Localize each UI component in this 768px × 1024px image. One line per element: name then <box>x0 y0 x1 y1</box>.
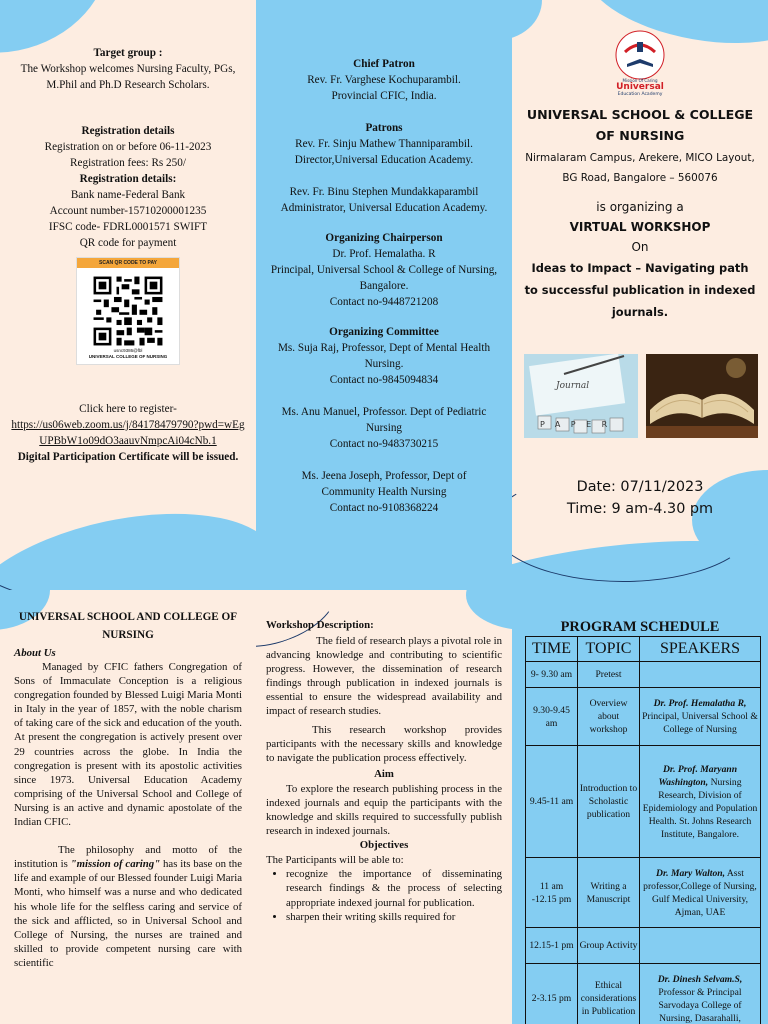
bank-name: Bank name-Federal Bank <box>70 189 186 201</box>
row-time: 9.45-11 am <box>526 746 578 858</box>
about-heading-block <box>14 608 242 644</box>
member1: Ms. Suja Raj, Professor, Dept of Mental Health Nursing. <box>277 342 491 370</box>
desc-heading: Workshop Description: <box>266 619 374 631</box>
committee-heading: Organizing Committee <box>329 326 439 338</box>
objectives-list <box>266 867 502 923</box>
table-row <box>526 662 761 688</box>
register-text: Click here to register- <box>79 403 177 415</box>
member1-contact: Contact no-9845094834 <box>329 374 439 386</box>
register-link[interactable]: https://us06web.zoom.us/j/84178479790?pwd=wEgUPBbW1o09dO3aauvNmpcAi04cNb.1 <box>11 419 245 447</box>
row-time: 9- 9.30 am <box>526 662 578 688</box>
open-book-photo <box>646 354 758 438</box>
workshop-topic: Ideas to Impact – Navigating path to successful publication in indexed journals. <box>524 261 756 319</box>
row-time: 9.30-9.45 am <box>526 688 578 746</box>
photo-keys-word: PAPER <box>540 420 618 429</box>
table-row <box>526 858 761 928</box>
member2-contact: Contact no-9483730215 <box>329 438 439 450</box>
schedule-table <box>525 636 761 1024</box>
patron2-name: Rev. Fr. Binu Stephen Mundakkaparambil <box>289 186 479 198</box>
description-body <box>266 618 502 924</box>
speaker-name: Dr. Prof. Hemalatha R, <box>653 698 747 709</box>
target-text: The Workshop welcomes Nursing Faculty, PGs, M.Phil and Ph.D Research Scholars. <box>20 63 236 91</box>
row-topic: Ethical considerations in Publication <box>578 964 640 1024</box>
speaker-detail: Nursing Research, Division of Epidemiology and Population Health. St. Johns Research Institute, Bangalore. <box>642 776 758 840</box>
about-paragraph-2 <box>14 843 242 970</box>
objectives-heading: Objectives <box>359 839 409 852</box>
objective-item: • recognize the importance of disseminating research findings & the process of selecting appropriate indexed journal for publication. <box>286 867 502 909</box>
reg-fee: Registration fees: Rs 250/ <box>70 157 186 169</box>
col-topic: TOPIC <box>578 637 640 662</box>
decor-swirl <box>0 460 191 590</box>
speaker-detail: Professor & Principal Sarvodaya College of Nursing, Dasarahalli, <box>658 986 742 1024</box>
desc-paragraph-2: This research workshop provides participants with the necessary skills and knowledge to navigate the publication process effectively. <box>266 723 502 764</box>
qr-label: QR code for payment <box>79 237 177 249</box>
table-row <box>526 688 761 746</box>
row-topic: Writing a Manuscript <box>578 858 640 928</box>
panel-schedule <box>512 590 768 1024</box>
panel-patrons <box>256 0 512 590</box>
address-line-2: BG Road, Bangalore – 560076 <box>562 172 718 184</box>
table-row <box>526 964 761 1024</box>
row-time: 2-3.15 pm <box>526 964 578 1024</box>
cover-photos <box>524 354 758 438</box>
chief-patron-role: Provincial CFIC, India. <box>331 90 437 102</box>
row-topic: Introduction to Scholastic publication <box>578 746 640 858</box>
para2-end: has its base on the life and example of our Blessed founder Luigi Maria Monti, who himself was a nurse and who dedicated his whole life for the selfless caring and service of the sick and afflicted, so in Universal School and College of Nursing, the nurses are trained and skilled to provide competent nursing care with scientific <box>14 858 242 969</box>
member3: Ms. Jeena Joseph, Professor, Dept of Community Health Nursing <box>301 470 467 498</box>
panel-description <box>256 590 512 1024</box>
panel-registration <box>0 0 256 590</box>
academy-logo <box>615 30 665 80</box>
col-time: TIME <box>526 637 578 662</box>
patron2-role: Administrator, Universal Education Academy. <box>280 202 488 214</box>
row-speaker <box>640 688 761 746</box>
on-text: On <box>631 240 649 254</box>
speaker-name: Dr. Mary Walton, <box>656 867 725 879</box>
speaker-name: Dr. Prof. Maryann Washington, <box>658 763 738 788</box>
logo-sub: Education Academy <box>617 92 663 97</box>
table-row <box>526 746 761 858</box>
desc-paragraph-1: The field of research plays a pivotal role in advancing knowledge and contributing to scientific progress. However, the dissemination of research findings through publication in indexed journals is essential to ensure the widespread availability and impact of research studies. <box>266 635 502 718</box>
row-speaker <box>640 746 761 858</box>
chair-name: Dr. Prof. Hemalatha. R <box>332 248 436 260</box>
reg-heading-2: Registration details: <box>79 173 177 185</box>
row-speaker <box>640 928 761 964</box>
chair-contact: Contact no-9448721208 <box>329 296 439 308</box>
row-time: 12.15-1 pm <box>526 928 578 964</box>
speaker-detail: Asst professor,College of Nursing, Gulf Medical University, Ajman, UAE <box>643 867 757 918</box>
reg-date: Registration on or before 06-11-2023 <box>44 141 212 153</box>
schedule-heading: PROGRAM SCHEDULE <box>560 619 720 635</box>
chair-heading: Organizing Chairperson <box>325 232 443 244</box>
logo-arc-text: Mission Of Caring <box>622 78 658 83</box>
row-speaker <box>640 964 761 1024</box>
logo-main: Universal <box>616 82 664 92</box>
logo-emblem <box>615 30 665 80</box>
row-topic: Overview about workshop <box>578 688 640 746</box>
qr-code-image[interactable] <box>91 274 165 348</box>
patron1-role: Director,Universal Education Academy. <box>294 154 474 166</box>
patron1-name: Rev. Fr. Sinju Mathew Thanniparambil. <box>295 138 473 150</box>
account-number: Account number-15710200001235 <box>49 205 207 217</box>
col-speakers: SPEAKERS <box>640 637 761 662</box>
panel-about <box>0 590 256 1024</box>
motto-text: "mission of caring" <box>70 858 161 871</box>
event-time: Time: 9 am-4.30 pm <box>566 501 714 517</box>
event-date: Date: 07/11/2023 <box>576 479 704 495</box>
certificate-note: Digital Participation Certificate will be issued. <box>17 451 239 463</box>
target-heading: Target group : <box>93 47 163 59</box>
aim-text: To explore the research publishing process in the indexed journals and equip the participants with the knowledge and skills required to successfully publish research in indexed journals. <box>266 782 502 838</box>
objectives-intro: The Participants will be able to: <box>266 854 404 867</box>
speaker-detail: Principal, Universal School & College of Nursing <box>642 711 758 735</box>
address-line-1: Nirmalaram Campus, Arekere, MICO Layout, <box>525 152 755 164</box>
about-body <box>14 646 242 970</box>
chair-role: Principal, Universal School & College of Nursing, Bangalore. <box>270 264 498 292</box>
row-speaker <box>640 662 761 688</box>
qr-header: SCAN QR CODE TO PAY <box>77 258 179 268</box>
member3-contact: Contact no-9108368224 <box>329 502 439 514</box>
patrons-heading: Patrons <box>365 122 403 134</box>
payment-qr-card[interactable] <box>76 257 180 365</box>
patrons-content <box>266 56 502 516</box>
decor-blob <box>512 0 542 40</box>
chief-patron-name: Rev. Fr. Varghese Kochuparambil. <box>307 74 461 86</box>
panel-cover <box>512 0 768 590</box>
institution-name: UNIVERSAL SCHOOL & COLLEGE OF NURSING <box>526 107 754 143</box>
para2-start: The philosophy and motto of the institution is <box>14 844 242 871</box>
objective-item: • sharpen their writing skills required for <box>286 910 502 924</box>
aim-heading: Aim <box>374 767 394 780</box>
about-institution: UNIVERSAL SCHOOL AND COLLEGE OF NURSING <box>18 611 238 641</box>
reg-heading: Registration details <box>81 125 175 137</box>
chief-patron-heading: Chief Patron <box>353 58 415 70</box>
organizing-text: is organizing a <box>596 200 684 214</box>
photo-journal-word: Journal <box>556 381 590 391</box>
row-speaker <box>640 858 761 928</box>
decor-blob <box>574 0 768 60</box>
about-us-heading: About Us <box>14 647 56 659</box>
event-type: VIRTUAL WORKSHOP <box>569 220 711 234</box>
target-group <box>12 45 244 93</box>
journal-keyboard-photo <box>524 354 638 438</box>
member2: Ms. Anu Manuel, Professor. Dept of Pediatric Nursing <box>281 406 487 434</box>
qr-footer: UNIVERSAL COLLEGE OF NURSING <box>88 354 168 359</box>
row-topic: Pretest <box>578 662 640 688</box>
about-paragraph-1: Managed by CFIC fathers Congregation of Sons of Immaculate Conception is a religious congregation founded by Blessed Luigi Maria Monti in Italy in the year of 1857, with the noble charism of taking care of the sick and education of the youth. At present the congregation is actively present over 29 countries across the globe. In India the congregation is present with its apostolic activities since 1973. Universal Education Academy comprising of the Universal School and College of Nursing is an active and dynamic apostolate of the Indian CFIC. <box>14 661 242 829</box>
registration-details <box>12 123 244 251</box>
speaker-name: Dr. Dinesh Selvam.S, <box>657 973 743 985</box>
row-topic: Group Activity <box>578 928 640 964</box>
row-time: 11 am -12.15 pm <box>526 858 578 928</box>
qr-upi: usnc9386@fbl <box>113 348 143 353</box>
ifsc-code: IFSC code- FDRL0001571 SWIFT <box>48 221 208 233</box>
register-section <box>8 401 248 465</box>
schedule-header-row <box>526 637 761 662</box>
table-row <box>526 928 761 964</box>
